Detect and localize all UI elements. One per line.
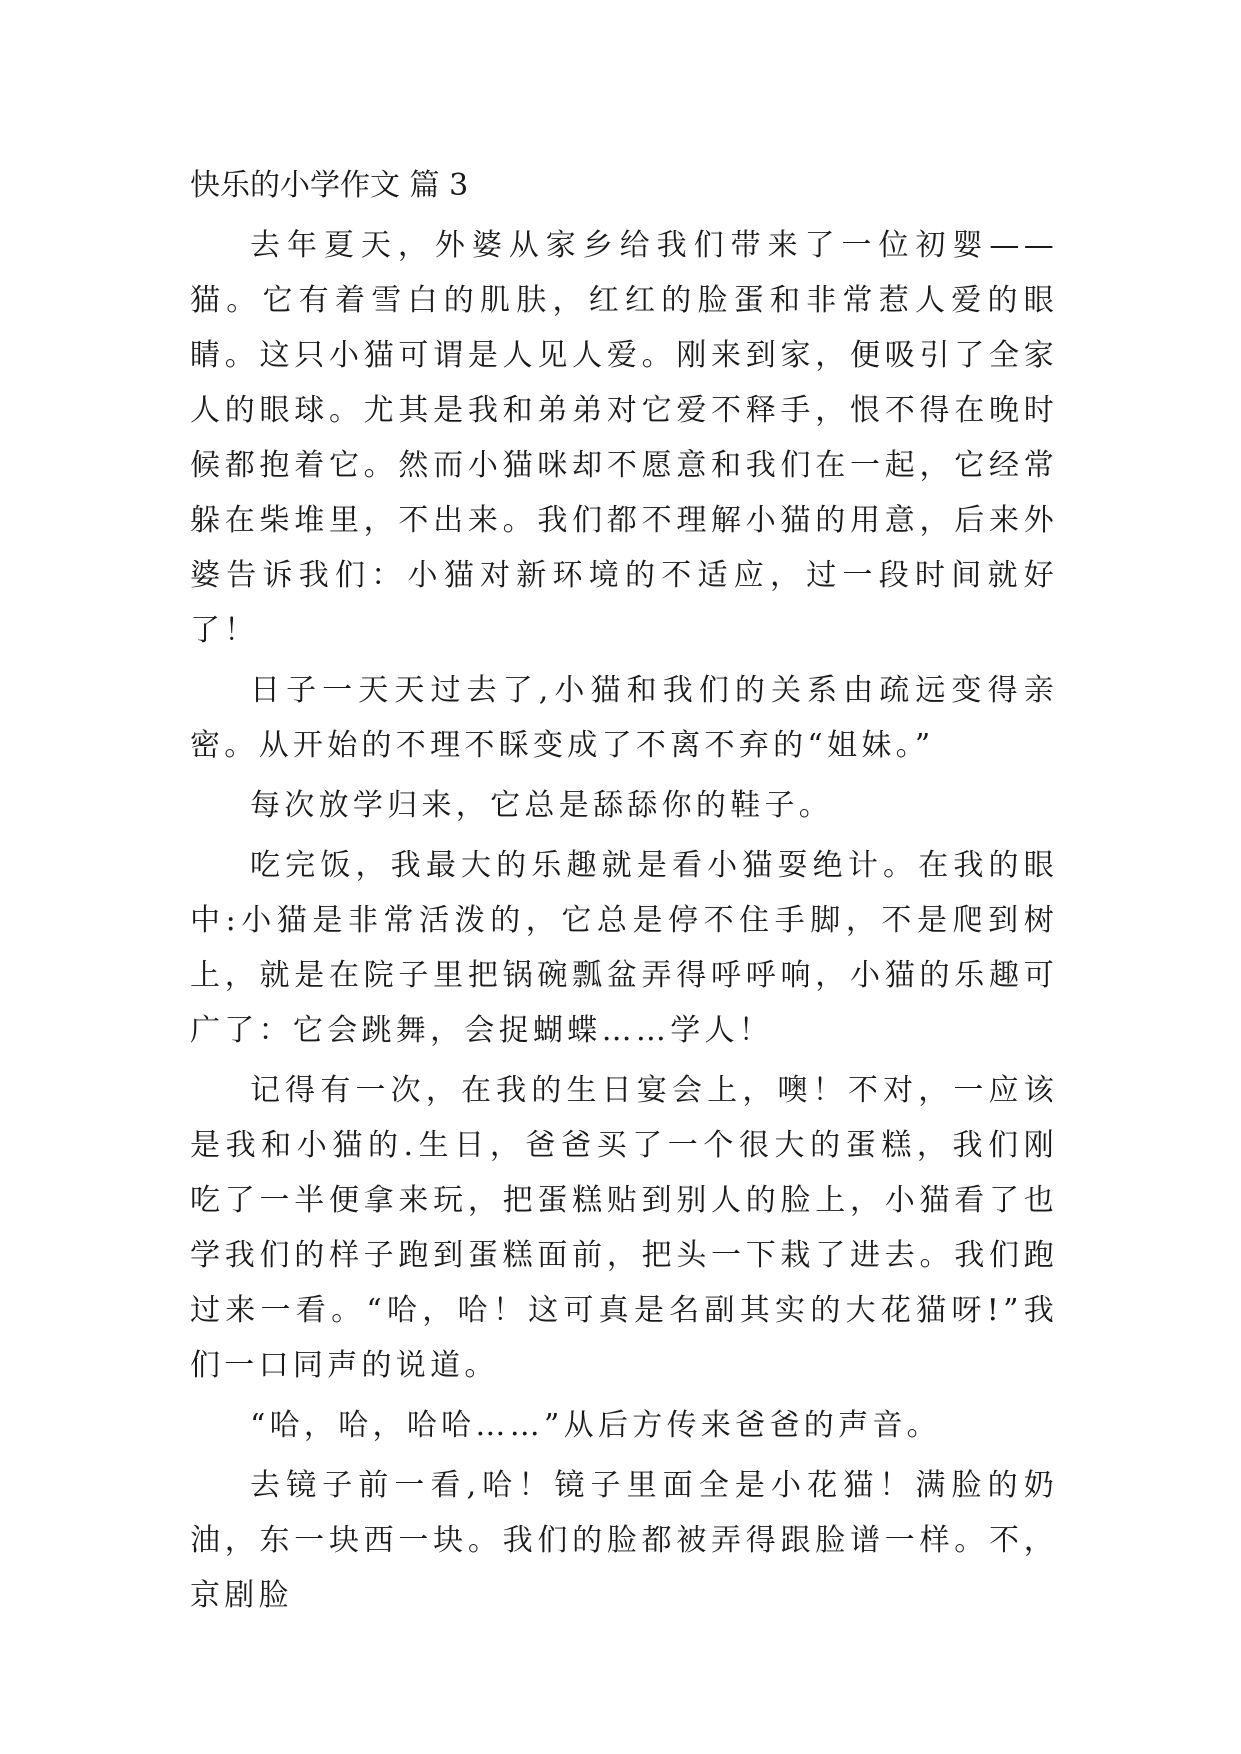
paragraph-3: 每次放学归来，它总是舔舔你的鞋子。: [250, 788, 834, 823]
paragraph-6: “哈，哈，哈哈……”从后方传来爸爸的声音。: [250, 1408, 941, 1443]
paragraph-7: 去镜子前一看,哈！镜子里面全是小花猫！满脸的奶油，东一块西一块。我们的脸都被弄得跟脸谱一样。不，京剧脸: [190, 1468, 1058, 1613]
document-title: 快乐的小学作文 篇 3: [190, 168, 469, 203]
paragraph-2: 日子一天天过去了,小猫和我们的关系由疏远变得亲密。从开始的不理不睬变成了不离不弃的“姐妹。”: [190, 673, 1058, 763]
paragraph-5: 记得有一次，在我的生日宴会上，噢！不对，一应该是我和小猫的.生日，爸爸买了一个很大的蛋糕，我们刚吃了一半便拿来玩，把蛋糕贴到别人的脸上，小猫看了也学我们的样子跑到蛋糕面前，把头一下栽了进去。我们跑过来一看。“哈，哈！这可真是名副其实的大花猫呀!”我们一口同声的说道。: [190, 1073, 1058, 1383]
document-body: [190, 158, 1058, 1628]
paragraph-1: 去年夏天，外婆从家乡给我们带来了一位初婴——猫。它有着雪白的肌肤，红红的脸蛋和非常惹人爱的眼睛。这只小猫可谓是人见人爱。刚来到家，便吸引了全家人的眼球。尤其是我和弟弟对它爱不释手，恨不得在晚时候都抱着它。然而小猫咪却不愿意和我们在一起，它经常躲在柴堆里，不出来。我们都不理解小猫的用意，后来外婆告诉我们：小猫对新环境的不适应，过一段时间就好了！: [190, 228, 1058, 648]
paragraph-4: 吃完饭，我最大的乐趣就是看小猫耍绝计。在我的眼中:小猫是非常活泼的，它总是停不住手脚，不是爬到树上，就是在院子里把锅碗瓢盆弄得呼呼响，小猫的乐趣可广了：它会跳舞，会捉蝴蝶……学人！: [190, 848, 1058, 1048]
